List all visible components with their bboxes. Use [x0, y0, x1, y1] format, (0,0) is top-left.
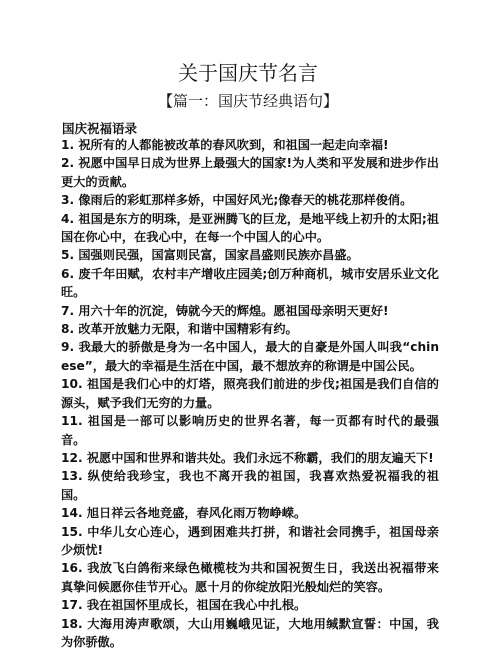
list-item: 14. 旭日祥云各地竞盛，春风化雨万物峥嵘。: [61, 506, 307, 521]
list-item: 8. 改革开放魅力无限，和谐中国精彩有约。: [61, 322, 298, 337]
list-item: 11. 祖国是一部可以影响历史的世界名著，每一页都有时代的最强音。: [61, 414, 439, 447]
list-item: 18. 大海用涛声歌颂，大山用巍峨见证，大地用缄默宣誓：中国，我为你骄傲。: [61, 616, 439, 649]
list-item: 13. 纵使给我珍宝，我也不离开我的祖国，我喜欢热爱祝福我的祖国。: [61, 469, 439, 502]
list-item: 6. 废千年田赋，农村丰产增收庄园美;创万种商机，城市安居乐业文化旺。: [61, 266, 439, 300]
quote-list: [61, 136, 439, 651]
list-item: 16. 我放飞白鸽衔来绿色橄榄枝为共和国祝贺生日，我送出祝福带来真挚问候愿你佳节开心。愿十月的你绽放阳光般灿烂的笑容。: [61, 561, 439, 594]
section-heading: 国庆祝福语录: [62, 121, 138, 136]
list-item: 2. 祝愿中国早日成为世界上最强大的国家!为人类和平发展和进步作出更大的贡献。: [61, 156, 439, 189]
list-item: 9. 我最大的骄傲是身为一名中国人，最大的自豪是外国人叫我“chinese”，最大的幸福是生活在中国，最不想放弃的称谓是中国公民。: [61, 340, 439, 373]
list-item: 4. 祖国是东方的明珠，是亚洲腾飞的巨龙，是地平线上初升的太阳;祖国在你心中，在我心中，在每一个中国人的心中。: [61, 211, 439, 245]
document-subtitle: 【篇一：国庆节经典语句】: [157, 92, 338, 110]
list-item: 1. 祝所有的人都能被改革的春风吹到，和祖国一起走向幸福!: [61, 138, 389, 152]
list-item: 7. 用六十年的沉淀，铸就今天的辉煌。愿祖国母亲明天更好!: [61, 303, 389, 318]
list-item: 17. 我在祖国怀里成长，祖国在我心中扎根。: [61, 598, 307, 613]
list-item: 12. 祝愿中国和世界和谐共处。我们永远不称霸，我们的朋友遍天下!: [61, 450, 434, 465]
list-item: 15. 中华儿女心连心，遇到困难共打拼，和谐社会同携手，祖国母亲少烦忧!: [61, 524, 439, 557]
list-item: 10. 祖国是我们心中的灯塔，照亮我们前进的步伐;祖国是我们自信的源头，赋予我们无穷的力量。: [61, 377, 439, 410]
document-title: 关于国庆节名言: [178, 61, 318, 85]
list-item: 5. 国强则民强，国富则民富，国家昌盛则民族亦昌盛。: [61, 248, 359, 263]
list-item: 3. 像雨后的彩虹那样多娇，中国好风光;像春天的桃花那样俊俏。: [61, 193, 413, 208]
